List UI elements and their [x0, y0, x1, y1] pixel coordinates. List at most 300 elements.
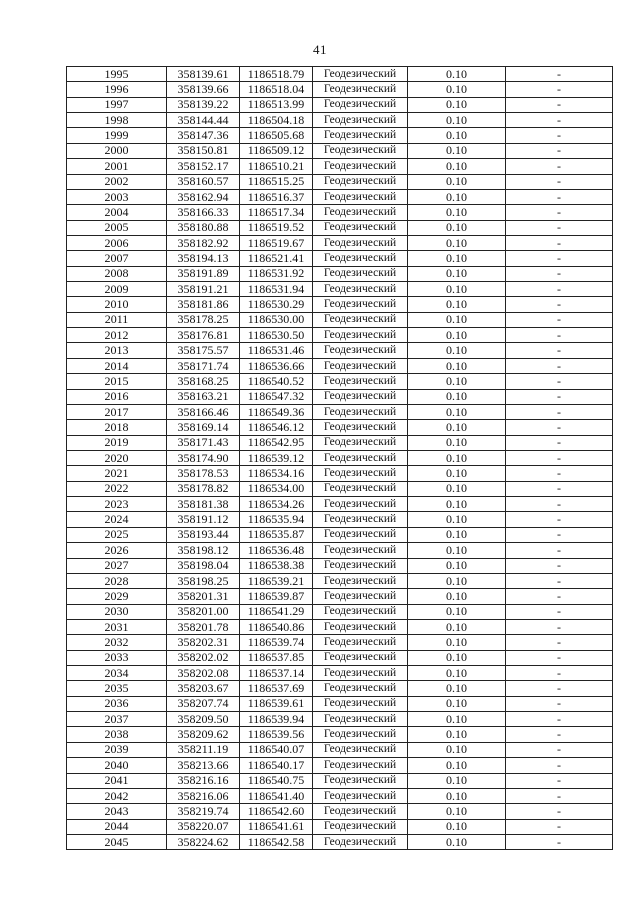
y-coordinate-cell: 1186530.29 [240, 297, 313, 312]
method-cell: Геодезический [313, 266, 408, 281]
note-cell: - [506, 343, 613, 358]
x-coordinate-cell: 358166.33 [167, 205, 240, 220]
point-number-cell: 2009 [67, 282, 167, 297]
x-coordinate-cell: 358163.21 [167, 389, 240, 404]
method-cell: Геодезический [313, 174, 408, 189]
y-coordinate-cell: 1186531.94 [240, 282, 313, 297]
note-cell: - [506, 589, 613, 604]
method-cell: Геодезический [313, 189, 408, 204]
note-cell: - [506, 113, 613, 128]
table-row [67, 205, 613, 220]
accuracy-cell: 0.10 [408, 113, 506, 128]
table-row [67, 635, 613, 650]
y-coordinate-cell: 1186509.12 [240, 143, 313, 158]
accuracy-cell: 0.10 [408, 143, 506, 158]
accuracy-cell: 0.10 [408, 804, 506, 819]
y-coordinate-cell: 1186517.34 [240, 205, 313, 220]
accuracy-cell: 0.10 [408, 312, 506, 327]
method-cell: Геодезический [313, 696, 408, 711]
table-row [67, 804, 613, 819]
table-row [67, 82, 613, 97]
point-number-cell: 2025 [67, 527, 167, 542]
method-cell: Геодезический [313, 788, 408, 803]
x-coordinate-cell: 358194.13 [167, 251, 240, 266]
x-coordinate-cell: 358198.04 [167, 558, 240, 573]
x-coordinate-cell: 358139.66 [167, 82, 240, 97]
table-row [67, 527, 613, 542]
y-coordinate-cell: 1186531.92 [240, 266, 313, 281]
y-coordinate-cell: 1186539.74 [240, 635, 313, 650]
point-number-cell: 2015 [67, 374, 167, 389]
method-cell: Геодезический [313, 589, 408, 604]
x-coordinate-cell: 358211.19 [167, 742, 240, 757]
method-cell: Геодезический [313, 143, 408, 158]
method-cell: Геодезический [313, 650, 408, 665]
point-number-cell: 2021 [67, 466, 167, 481]
accuracy-cell: 0.10 [408, 67, 506, 82]
table-row [67, 374, 613, 389]
accuracy-cell: 0.10 [408, 681, 506, 696]
note-cell: - [506, 481, 613, 496]
accuracy-cell: 0.10 [408, 773, 506, 788]
table-row [67, 819, 613, 834]
method-cell: Геодезический [313, 67, 408, 82]
table-row [67, 589, 613, 604]
note-cell: - [506, 619, 613, 634]
accuracy-cell: 0.10 [408, 266, 506, 281]
x-coordinate-cell: 358182.92 [167, 235, 240, 250]
point-number-cell: 2034 [67, 666, 167, 681]
x-coordinate-cell: 358168.25 [167, 374, 240, 389]
note-cell: - [506, 435, 613, 450]
point-number-cell: 2017 [67, 404, 167, 419]
point-number-cell: 2030 [67, 604, 167, 619]
point-number-cell: 2039 [67, 742, 167, 757]
x-coordinate-cell: 358171.43 [167, 435, 240, 450]
note-cell: - [506, 788, 613, 803]
accuracy-cell: 0.10 [408, 712, 506, 727]
note-cell: - [506, 251, 613, 266]
method-cell: Геодезический [313, 543, 408, 558]
accuracy-cell: 0.10 [408, 205, 506, 220]
table-row [67, 113, 613, 128]
y-coordinate-cell: 1186534.16 [240, 466, 313, 481]
x-coordinate-cell: 358193.44 [167, 527, 240, 542]
accuracy-cell: 0.10 [408, 128, 506, 143]
y-coordinate-cell: 1186536.66 [240, 358, 313, 373]
method-cell: Геодезический [313, 742, 408, 757]
y-coordinate-cell: 1186521.41 [240, 251, 313, 266]
point-number-cell: 2010 [67, 297, 167, 312]
method-cell: Геодезический [313, 343, 408, 358]
y-coordinate-cell: 1186537.85 [240, 650, 313, 665]
point-number-cell: 2027 [67, 558, 167, 573]
method-cell: Геодезический [313, 389, 408, 404]
method-cell: Геодезический [313, 635, 408, 650]
y-coordinate-cell: 1186510.21 [240, 159, 313, 174]
table-row [67, 450, 613, 465]
accuracy-cell: 0.10 [408, 282, 506, 297]
x-coordinate-cell: 358150.81 [167, 143, 240, 158]
x-coordinate-cell: 358181.38 [167, 497, 240, 512]
y-coordinate-cell: 1186536.48 [240, 543, 313, 558]
table-row [67, 97, 613, 112]
note-cell: - [506, 220, 613, 235]
note-cell: - [506, 266, 613, 281]
point-number-cell: 2031 [67, 619, 167, 634]
note-cell: - [506, 328, 613, 343]
point-number-cell: 2041 [67, 773, 167, 788]
table-row [67, 358, 613, 373]
y-coordinate-cell: 1186541.40 [240, 788, 313, 803]
x-coordinate-cell: 358178.53 [167, 466, 240, 481]
x-coordinate-cell: 358202.31 [167, 635, 240, 650]
x-coordinate-cell: 358180.88 [167, 220, 240, 235]
accuracy-cell: 0.10 [408, 82, 506, 97]
note-cell: - [506, 189, 613, 204]
y-coordinate-cell: 1186535.94 [240, 512, 313, 527]
table-row [67, 773, 613, 788]
accuracy-cell: 0.10 [408, 819, 506, 834]
accuracy-cell: 0.10 [408, 573, 506, 588]
x-coordinate-cell: 358198.25 [167, 573, 240, 588]
x-coordinate-cell: 358144.44 [167, 113, 240, 128]
note-cell: - [506, 573, 613, 588]
table-row [67, 466, 613, 481]
point-number-cell: 2036 [67, 696, 167, 711]
table-row [67, 497, 613, 512]
method-cell: Геодезический [313, 819, 408, 834]
note-cell: - [506, 650, 613, 665]
note-cell: - [506, 374, 613, 389]
y-coordinate-cell: 1186540.86 [240, 619, 313, 634]
accuracy-cell: 0.10 [408, 450, 506, 465]
point-number-cell: 2018 [67, 420, 167, 435]
point-number-cell: 2040 [67, 758, 167, 773]
point-number-cell: 2037 [67, 712, 167, 727]
note-cell: - [506, 558, 613, 573]
method-cell: Геодезический [313, 251, 408, 266]
y-coordinate-cell: 1186539.12 [240, 450, 313, 465]
x-coordinate-cell: 358166.46 [167, 404, 240, 419]
accuracy-cell: 0.10 [408, 497, 506, 512]
x-coordinate-cell: 358178.82 [167, 481, 240, 496]
y-coordinate-cell: 1186516.37 [240, 189, 313, 204]
point-number-cell: 2022 [67, 481, 167, 496]
accuracy-cell: 0.10 [408, 466, 506, 481]
method-cell: Геодезический [313, 404, 408, 419]
x-coordinate-cell: 358191.21 [167, 282, 240, 297]
note-cell: - [506, 543, 613, 558]
note-cell: - [506, 389, 613, 404]
point-number-cell: 2004 [67, 205, 167, 220]
table-row [67, 681, 613, 696]
method-cell: Геодезический [313, 558, 408, 573]
point-number-cell: 2001 [67, 159, 167, 174]
method-cell: Геодезический [313, 328, 408, 343]
method-cell: Геодезический [313, 450, 408, 465]
accuracy-cell: 0.10 [408, 543, 506, 558]
method-cell: Геодезический [313, 312, 408, 327]
y-coordinate-cell: 1186505.68 [240, 128, 313, 143]
method-cell: Геодезический [313, 128, 408, 143]
accuracy-cell: 0.10 [408, 97, 506, 112]
note-cell: - [506, 312, 613, 327]
method-cell: Геодезический [313, 435, 408, 450]
method-cell: Геодезический [313, 481, 408, 496]
table-row [67, 650, 613, 665]
x-coordinate-cell: 358174.90 [167, 450, 240, 465]
x-coordinate-cell: 358209.50 [167, 712, 240, 727]
y-coordinate-cell: 1186539.94 [240, 712, 313, 727]
y-coordinate-cell: 1186539.61 [240, 696, 313, 711]
x-coordinate-cell: 358171.74 [167, 358, 240, 373]
point-number-cell: 2006 [67, 235, 167, 250]
point-number-cell: 1995 [67, 67, 167, 82]
y-coordinate-cell: 1186540.07 [240, 742, 313, 757]
y-coordinate-cell: 1186546.12 [240, 420, 313, 435]
table-row [67, 742, 613, 757]
point-number-cell: 1996 [67, 82, 167, 97]
note-cell: - [506, 466, 613, 481]
x-coordinate-cell: 358181.86 [167, 297, 240, 312]
x-coordinate-cell: 358198.12 [167, 543, 240, 558]
note-cell: - [506, 82, 613, 97]
x-coordinate-cell: 358160.57 [167, 174, 240, 189]
y-coordinate-cell: 1186531.46 [240, 343, 313, 358]
method-cell: Геодезический [313, 681, 408, 696]
point-number-cell: 1997 [67, 97, 167, 112]
x-coordinate-cell: 358207.74 [167, 696, 240, 711]
method-cell: Геодезический [313, 712, 408, 727]
table-row [67, 727, 613, 742]
accuracy-cell: 0.10 [408, 834, 506, 849]
x-coordinate-cell: 358201.31 [167, 589, 240, 604]
point-number-cell: 2019 [67, 435, 167, 450]
note-cell: - [506, 712, 613, 727]
accuracy-cell: 0.10 [408, 297, 506, 312]
note-cell: - [506, 696, 613, 711]
y-coordinate-cell: 1186542.95 [240, 435, 313, 450]
point-number-cell: 2042 [67, 788, 167, 803]
note-cell: - [506, 681, 613, 696]
table-row [67, 297, 613, 312]
method-cell: Геодезический [313, 297, 408, 312]
point-number-cell: 1999 [67, 128, 167, 143]
accuracy-cell: 0.10 [408, 328, 506, 343]
point-number-cell: 2045 [67, 834, 167, 849]
page-number: 41 [313, 42, 327, 57]
x-coordinate-cell: 358202.02 [167, 650, 240, 665]
accuracy-cell: 0.10 [408, 159, 506, 174]
y-coordinate-cell: 1186541.29 [240, 604, 313, 619]
x-coordinate-cell: 358216.16 [167, 773, 240, 788]
x-coordinate-cell: 358209.62 [167, 727, 240, 742]
point-number-cell: 2014 [67, 358, 167, 373]
table-row [67, 619, 613, 634]
note-cell: - [506, 512, 613, 527]
y-coordinate-cell: 1186519.67 [240, 235, 313, 250]
method-cell: Геодезический [313, 666, 408, 681]
point-number-cell: 2007 [67, 251, 167, 266]
x-coordinate-cell: 358203.67 [167, 681, 240, 696]
method-cell: Геодезический [313, 358, 408, 373]
method-cell: Геодезический [313, 205, 408, 220]
note-cell: - [506, 159, 613, 174]
point-number-cell: 2000 [67, 143, 167, 158]
x-coordinate-cell: 358220.07 [167, 819, 240, 834]
x-coordinate-cell: 358169.14 [167, 420, 240, 435]
method-cell: Геодезический [313, 282, 408, 297]
accuracy-cell: 0.10 [408, 174, 506, 189]
table-row [67, 189, 613, 204]
method-cell: Геодезический [313, 97, 408, 112]
point-number-cell: 2029 [67, 589, 167, 604]
method-cell: Геодезический [313, 727, 408, 742]
y-coordinate-cell: 1186504.18 [240, 113, 313, 128]
table-row [67, 758, 613, 773]
note-cell: - [506, 358, 613, 373]
accuracy-cell: 0.10 [408, 527, 506, 542]
x-coordinate-cell: 358213.66 [167, 758, 240, 773]
y-coordinate-cell: 1186542.58 [240, 834, 313, 849]
accuracy-cell: 0.10 [408, 696, 506, 711]
note-cell: - [506, 834, 613, 849]
point-number-cell: 2032 [67, 635, 167, 650]
accuracy-cell: 0.10 [408, 512, 506, 527]
table-row [67, 666, 613, 681]
y-coordinate-cell: 1186538.38 [240, 558, 313, 573]
note-cell: - [506, 404, 613, 419]
table-row [67, 128, 613, 143]
x-coordinate-cell: 358176.81 [167, 328, 240, 343]
y-coordinate-cell: 1186539.21 [240, 573, 313, 588]
point-number-cell: 2033 [67, 650, 167, 665]
accuracy-cell: 0.10 [408, 389, 506, 404]
note-cell: - [506, 205, 613, 220]
table-row [67, 712, 613, 727]
point-number-cell: 2012 [67, 328, 167, 343]
method-cell: Геодезический [313, 82, 408, 97]
table-row [67, 389, 613, 404]
x-coordinate-cell: 358201.00 [167, 604, 240, 619]
note-cell: - [506, 727, 613, 742]
coordinates-table [66, 66, 613, 850]
point-number-cell: 2011 [67, 312, 167, 327]
note-cell: - [506, 97, 613, 112]
method-cell: Геодезический [313, 804, 408, 819]
method-cell: Геодезический [313, 573, 408, 588]
point-number-cell: 2016 [67, 389, 167, 404]
y-coordinate-cell: 1186537.14 [240, 666, 313, 681]
table-row [67, 404, 613, 419]
table-row [67, 328, 613, 343]
table-row [67, 174, 613, 189]
x-coordinate-cell: 358219.74 [167, 804, 240, 819]
note-cell: - [506, 282, 613, 297]
table-row [67, 696, 613, 711]
x-coordinate-cell: 358152.17 [167, 159, 240, 174]
y-coordinate-cell: 1186518.79 [240, 67, 313, 82]
point-number-cell: 2002 [67, 174, 167, 189]
table-row [67, 788, 613, 803]
accuracy-cell: 0.10 [408, 189, 506, 204]
x-coordinate-cell: 358224.62 [167, 834, 240, 849]
note-cell: - [506, 819, 613, 834]
y-coordinate-cell: 1186518.04 [240, 82, 313, 97]
y-coordinate-cell: 1186534.00 [240, 481, 313, 496]
table-row [67, 143, 613, 158]
y-coordinate-cell: 1186515.25 [240, 174, 313, 189]
y-coordinate-cell: 1186540.17 [240, 758, 313, 773]
note-cell: - [506, 420, 613, 435]
y-coordinate-cell: 1186519.52 [240, 220, 313, 235]
accuracy-cell: 0.10 [408, 742, 506, 757]
accuracy-cell: 0.10 [408, 251, 506, 266]
note-cell: - [506, 527, 613, 542]
accuracy-cell: 0.10 [408, 358, 506, 373]
table-row [67, 282, 613, 297]
table-row [67, 235, 613, 250]
note-cell: - [506, 758, 613, 773]
method-cell: Геодезический [313, 497, 408, 512]
y-coordinate-cell: 1186530.00 [240, 312, 313, 327]
note-cell: - [506, 773, 613, 788]
x-coordinate-cell: 358191.89 [167, 266, 240, 281]
accuracy-cell: 0.10 [408, 420, 506, 435]
x-coordinate-cell: 358178.25 [167, 312, 240, 327]
accuracy-cell: 0.10 [408, 481, 506, 496]
table-row [67, 512, 613, 527]
note-cell: - [506, 235, 613, 250]
method-cell: Геодезический [313, 466, 408, 481]
x-coordinate-cell: 358139.22 [167, 97, 240, 112]
y-coordinate-cell: 1186537.69 [240, 681, 313, 696]
y-coordinate-cell: 1186542.60 [240, 804, 313, 819]
x-coordinate-cell: 358191.12 [167, 512, 240, 527]
y-coordinate-cell: 1186534.26 [240, 497, 313, 512]
table-row [67, 220, 613, 235]
point-number-cell: 2020 [67, 450, 167, 465]
accuracy-cell: 0.10 [408, 589, 506, 604]
x-coordinate-cell: 358139.61 [167, 67, 240, 82]
y-coordinate-cell: 1186541.61 [240, 819, 313, 834]
table-row [67, 343, 613, 358]
x-coordinate-cell: 358162.94 [167, 189, 240, 204]
method-cell: Геодезический [313, 512, 408, 527]
x-coordinate-cell: 358175.57 [167, 343, 240, 358]
accuracy-cell: 0.10 [408, 343, 506, 358]
method-cell: Геодезический [313, 773, 408, 788]
accuracy-cell: 0.10 [408, 235, 506, 250]
method-cell: Геодезический [313, 834, 408, 849]
point-number-cell: 2024 [67, 512, 167, 527]
point-number-cell: 2028 [67, 573, 167, 588]
method-cell: Геодезический [313, 159, 408, 174]
table-row [67, 159, 613, 174]
note-cell: - [506, 666, 613, 681]
accuracy-cell: 0.10 [408, 374, 506, 389]
coordinates-table-body [67, 67, 613, 850]
table-row [67, 251, 613, 266]
accuracy-cell: 0.10 [408, 435, 506, 450]
method-cell: Геодезический [313, 235, 408, 250]
table-row [67, 420, 613, 435]
note-cell: - [506, 143, 613, 158]
y-coordinate-cell: 1186513.99 [240, 97, 313, 112]
point-number-cell: 2044 [67, 819, 167, 834]
method-cell: Геодезический [313, 374, 408, 389]
